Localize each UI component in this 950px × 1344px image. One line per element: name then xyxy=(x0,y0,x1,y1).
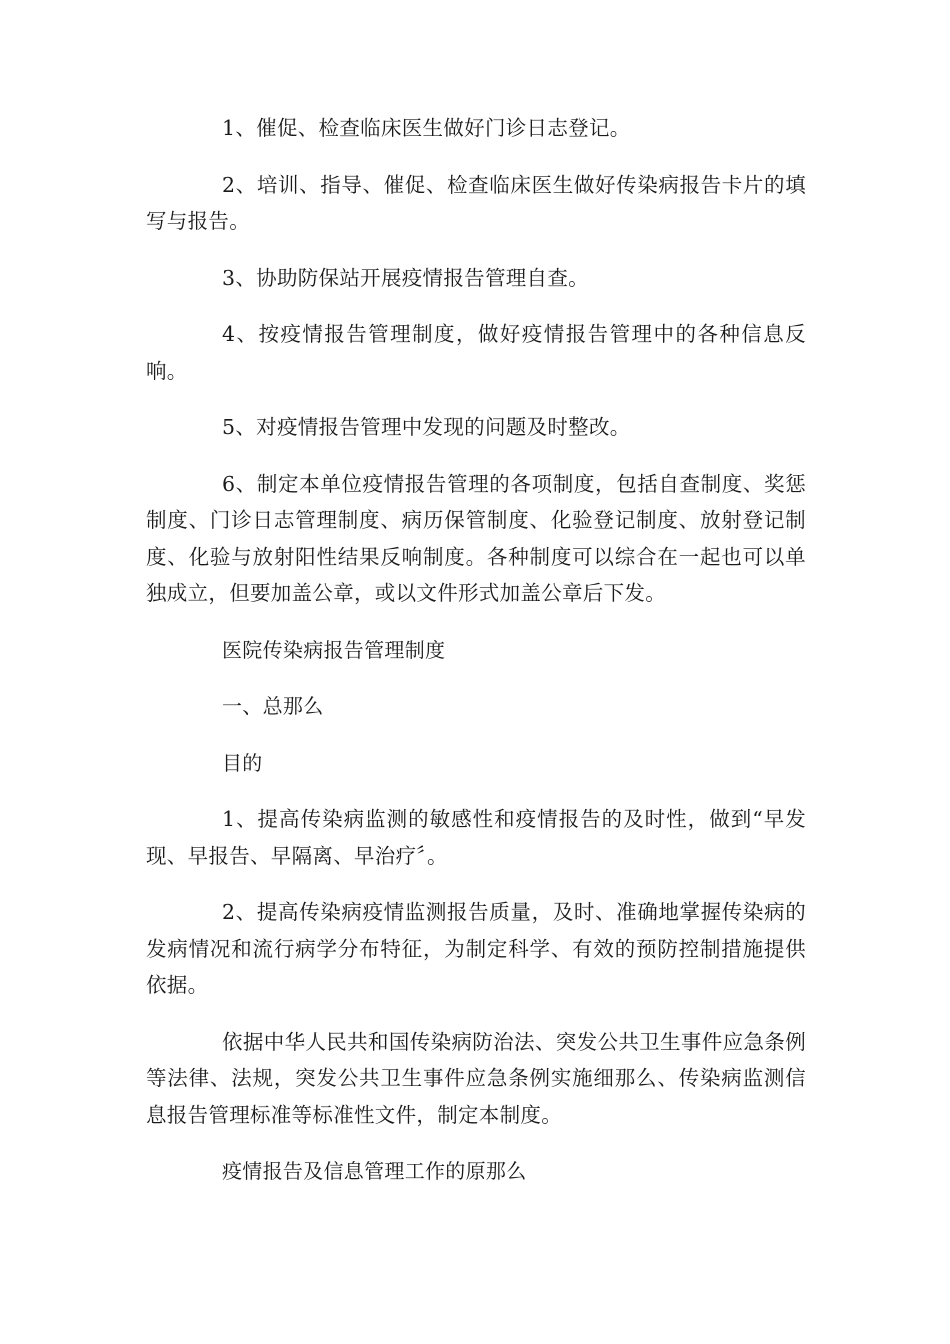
section-title: 医院传染病报告管理制度 xyxy=(222,637,446,662)
paragraph-item-2: 2、培训、指导、催促、检查临床医生做好传染病报告卡片的填写与报告。 xyxy=(146,172,806,233)
purpose-item-1: 1、提高传染病监测的敏感性和疫情报告的及时性，做到“早发现、早报告、早隔离、早治疗〞。 xyxy=(146,807,806,868)
subsection-heading-principles: 疫情报告及信息管理工作的原那么 xyxy=(222,1159,527,1183)
subsection-heading-purpose: 目的 xyxy=(222,750,263,775)
paragraph-item-1: 1、催促、检查临床医生做好门诊日志登记。 xyxy=(222,116,631,140)
paragraph-item-5: 5、对疫情报告管理中发现的问题及时整改。 xyxy=(222,415,631,439)
purpose-item-2: 2、提高传染病疫情监测报告质量，及时、准确地掌握传染病的发病情况和流行病学分布特征，为制定科学、有效的预防控制措施提供依据。 xyxy=(146,900,806,997)
document-body xyxy=(146,110,806,1210)
paragraph-item-3: 3、协助防保站开展疫情报告管理自查。 xyxy=(222,265,589,290)
paragraph-item-6: 6、制定本单位疫情报告管理的各项制度，包括自查制度、奖惩制度、门诊日志管理制度、病历保管制度、化验登记制度、放射登记制度、化验与放射阳性结果反响制度。各种制度可以综合在一起也可以单独成立，但要加盖公章，或以文件形式加盖公章后下发。 xyxy=(146,471,806,605)
paragraph-item-4: 4、按疫情报告管理制度，做好疫情报告管理中的各种信息反响。 xyxy=(146,322,806,383)
basis-paragraph: 依据中华人民共和国传染病防治法、突发公共卫生事件应急条例等法律、法规，突发公共卫生事件应急条例实施细那么、传染病监测信息报告管理标准等标准性文件，制定本制度。 xyxy=(146,1029,806,1127)
chapter-heading: 一、总那么 xyxy=(222,694,324,718)
